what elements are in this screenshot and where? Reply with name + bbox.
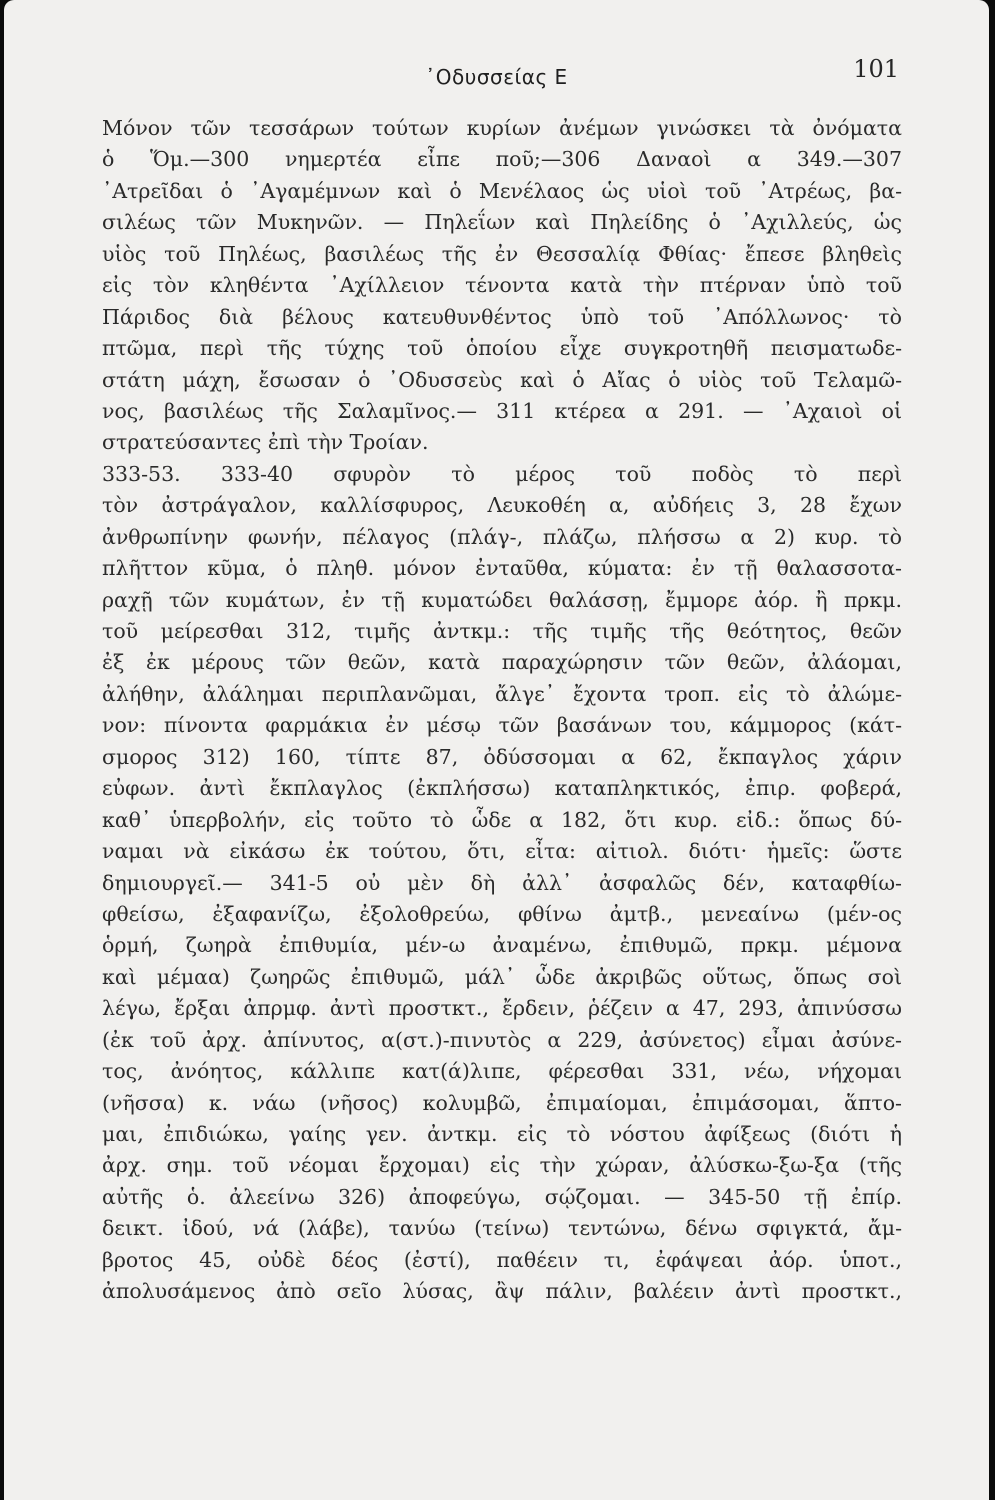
text-line: 333-53. 333-40 σφυρὸν τὸ μέρος τοῦ ποδὸς τὸ περὶ	[102, 461, 902, 486]
text-line: νος, βασιλέως τῆς Σαλαμῖνος.— 311 κτέρεα α 291. — ᾿Αχαιοὶ οἱ	[102, 398, 902, 423]
text-line: (ἐκ τοῦ ἀρχ. ἀπίνυτος, α(στ.)-πινυτὸς α 229, ἀσύνετος) εἶμαι ἀσύνε-	[102, 1027, 902, 1052]
text-line: καθ᾿ ὑπερβολήν, εἰς τοῦτο τὸ ὧδε α 182, ὅτι κυρ. εἰδ.: ὅπως δύ-	[102, 807, 902, 832]
text-line: λέγω, ἔρξαι ἀπρμφ. ἀντὶ προστκτ., ἔρδειν, ῥέζειν α 47, 293, ἀπινύσσω	[102, 996, 902, 1021]
text-line: υἱὸς τοῦ Πηλέως, βασιλέως τῆς ἐν Θεσσαλίᾳ Φθίας· ἔπεσε βληθεὶς	[102, 241, 902, 266]
page-body-text	[102, 113, 902, 1308]
text-line: καὶ μέμαα) ζωηρῶς ἐπιθυμῶ, μάλ᾿ ὧδε ἀκριβῶς οὕτως, ὅπως σοὶ	[102, 964, 902, 989]
text-line: τοῦ μείρεσθαι 312, τιμῆς ἀντκμ.: τῆς τιμῆς τῆς θεότητος, θεῶν	[102, 619, 902, 643]
text-line: πλῆττον κῦμα, ὁ πληθ. μόνον ἐνταῦθα, κύματα: ἐν τῇ θαλασσοτα-	[102, 556, 902, 581]
text-line: φθείσω, ἐξαφανίζω, ἐξολοθρεύω, φθίνω ἀμτβ., μενεαίνω (μέν-ος	[102, 901, 902, 926]
text-line: ναμαι νὰ εἰκάσω ἐκ τούτου, ὅτι, εἶτα: αἰτιολ. διότι· ἡμεῖς: ὥστε	[102, 839, 902, 864]
text-line: ᾿Ατρεῖδαι ὁ ᾿Αγαμέμνων καὶ ὁ Μενέλαος ὡς υἱοὶ τοῦ ᾿Ατρέως, βα-	[102, 178, 902, 203]
text-line: μαι, ἐπιδιώκω, γαίης γεν. ἀντκμ. εἰς τὸ νόστου ἀφίξεως (διότι ἡ	[102, 1122, 902, 1146]
text-line: στρατεύσαντες ἐπὶ τὴν Τροίαν.	[102, 430, 429, 455]
text-line: εἰς τὸν κληθέντα ᾿Αχίλλειον τένοντα κατὰ τὴν πτέρναν ὑπὸ τοῦ	[102, 273, 902, 298]
text-line: ἀρχ. σημ. τοῦ νέομαι ἔρχομαι) εἰς τὴν χώραν, ἀλύσκω-ξω-ξα (τῆς	[102, 1153, 902, 1178]
text-line: τὸν ἀστράγαλον, καλλίσφυρος, Λευκοθέη α, αὐδήεις 3, 28 ἔχων	[102, 493, 902, 518]
text-line: ὁ Ὅμ.—300 νημερτέα εἶπε ποῦ;—306 Δαναοὶ α 349.—307	[102, 147, 902, 172]
text-line: (νῆσσα) κ. νάω (νῆσος) κολυμβῶ, ἐπιμαίομαι, ἐπιμάσομαι, ἅπτο-	[102, 1090, 902, 1115]
running-title: ᾿Οδυσσείας Ε	[425, 65, 568, 89]
text-line: ἀλήθην, ἀλάλημαι περιπλανῶμαι, ἄλγε᾿ ἔχοντα τροπ. εἰς τὸ ἀλώμε-	[102, 681, 902, 706]
text-line: ραχῇ τῶν κυμάτων, ἐν τῇ κυματώδει θαλάσσῃ, ἔμμορε ἀόρ. ἢ πρκμ.	[102, 587, 902, 612]
text-line: εὐφων. ἀντὶ ἔκπλαγλος (ἐκπλήσσω) καταπληκτικός, ἐπιρ. φοβερά,	[102, 776, 902, 801]
text-line: Πάριδος διὰ βέλους κατευθυνθέντος ὑπὸ τοῦ ᾿Απόλλωνος· τὸ	[102, 304, 902, 329]
text-line: ὁρμή, ζωηρὰ ἐπιθυμία, μέν-ω ἀναμένω, ἐπιθυμῶ, πρκμ. μέμονα	[102, 933, 902, 958]
text-line: ἀπολυσάμενος ἀπὸ σεῖο λύσας, ἂψ πάλιν, βαλέειν ἀντὶ προστκτ.,	[102, 1279, 902, 1304]
text-line: στάτη μάχη, ἔσωσαν ὁ ᾿Οδυσσεὺς καὶ ὁ Αἴας ὁ υἱὸς τοῦ Τελαμῶ-	[102, 367, 902, 392]
text-line: τος, ἀνόητος, κάλλιπε κατ(ά)λιπε, φέρεσθαι 331, νέω, νήχομαι	[102, 1059, 902, 1084]
book-page	[4, 0, 989, 1500]
text-line: δημιουργεῖ.— 341-5 οὐ μὲν δὴ ἀλλ᾿ ἀσφαλῶς δέν, καταφθίω-	[102, 870, 902, 895]
text-line: πτῶμα, περὶ τῆς τύχης τοῦ ὁποίου εἶχε συγκροτηθῆ πεισματωδε-	[102, 336, 902, 361]
page-header	[4, 55, 989, 95]
text-line: βροτος 45, οὐδὲ δέος (ἐστί), παθέειν τι, ἐφάψεαι ἀόρ. ὑποτ.,	[102, 1247, 902, 1272]
text-line: σμορος 312) 160, τίπτε 87, ὀδύσσομαι α 62, ἔκπαγλος χάριν	[102, 744, 902, 769]
text-line: ἐξ ἐκ μέρους τῶν θεῶν, κατὰ παραχώρησιν τῶν θεῶν, ἀλάομαι,	[102, 650, 902, 675]
page-number: 101	[853, 55, 899, 83]
text-line: ἀνθρωπίνην φωνήν, πέλαγος (πλάγ-, πλάζω, πλήσσω α 2) κυρ. τὸ	[102, 524, 902, 549]
text-line: σιλέως τῶν Μυκηνῶν. — Πηλεΐων καὶ Πηλείδης ὁ ᾿Αχιλλεύς, ὡς	[102, 210, 902, 235]
text-line: δεικτ. ἰδού, νά (λάβε), τανύω (τείνω) τεντώνω, δένω σφιγκτά, ἄμ-	[102, 1216, 902, 1241]
text-line: νον: πίνοντα φαρμάκια ἐν μέσῳ τῶν βασάνων του, κάμμορος (κάτ-	[102, 713, 902, 738]
text-line: αὐτῆς ὁ. ἀλεείνω 326) ἀποφεύγω, σῴζομαι. — 345-50 τῇ ἐπίρ.	[102, 1184, 902, 1209]
text-line: Μόνον τῶν τεσσάρων τούτων κυρίων ἀνέμων γινώσκει τὰ ὀνόματα	[102, 116, 902, 140]
